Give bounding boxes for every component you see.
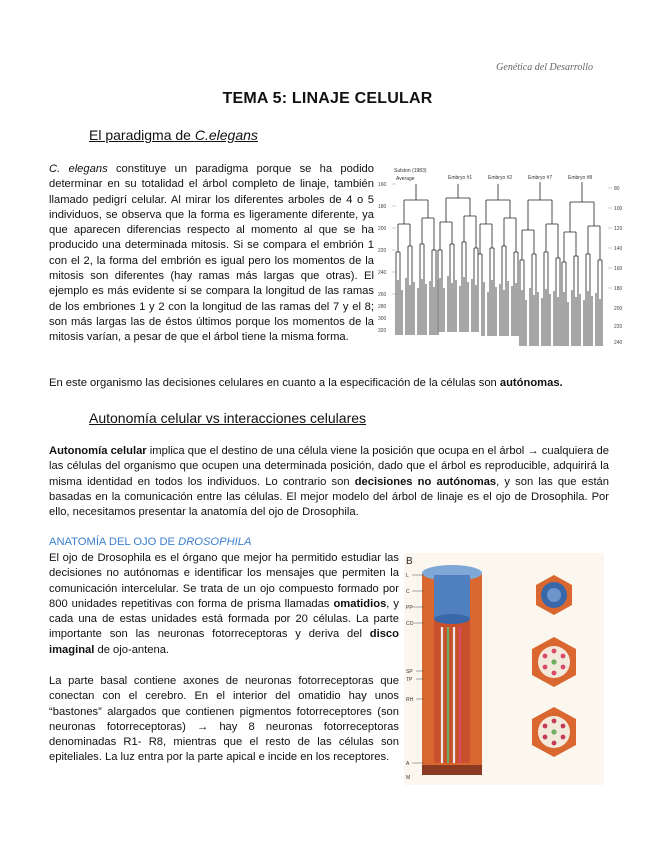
eye-label: CC: [406, 621, 414, 627]
statement-text: En este organismo las decisiones celulares en cuanto a la especificación de la células son: [49, 377, 500, 389]
tree-label-embryo7: Embryo #7: [528, 175, 553, 181]
statement-bold: autónomas.: [499, 377, 563, 389]
drosophila-paragraph-2: La parte basal contiene axones de neuronas fotorreceptoras que conectan con el cerebro. En el interior del omatidio hay unos “bastones” alargados que contienen pigmentos fotorreceptores (son neuronas fotorreceptoras) → hay 8 neuronas fotorreceptoras denominadas R1- R8, mientras que el resto de las células son epiteliales. La luz entra por la parte apical e incide en los receptores.: [49, 675, 399, 764]
page-title: TEMA 5: LINAJE CELULAR: [222, 90, 433, 107]
section-heading-autonomy: Autonomía celular vs interacciones celulares: [89, 410, 367, 426]
right-tick: 180: [614, 286, 623, 292]
autonomy-statement: [49, 376, 609, 391]
bold-term: Autonomía celular: [49, 445, 147, 457]
ommatidium-inner: [434, 613, 470, 763]
heading-species: DROSOPHILA: [178, 536, 252, 548]
left-tick: 160: [378, 182, 387, 188]
eye-label: TP: [406, 677, 413, 683]
tree-label-embryo1: Embryo #1: [448, 175, 473, 181]
celegans-paragraph: [49, 162, 374, 346]
right-tick: 120: [614, 226, 623, 232]
eye-label: M: [406, 775, 411, 781]
left-tick: 220: [378, 248, 387, 254]
left-tick: 200: [378, 226, 387, 232]
cone: [434, 575, 470, 619]
eye-label: RH: [406, 697, 414, 703]
tree-label-average: Average: [396, 176, 415, 182]
ommatidium-base: [422, 765, 482, 775]
para-text: , y cada una de estas unidades está formada por 20 células. La parte importante son las neuronas fotorreceptoras y deriva del: [49, 597, 399, 641]
panel-label: B: [406, 556, 413, 567]
para-text: de ojo-antena.: [94, 643, 170, 656]
para-text: El ojo de Drosophila es el órgano que mejor ha permitido estudiar las decisiones no autónomas e identificar los mensajes que permiten la comunicación intercelular. Se trata de un ojo compuesto formado por 800 unidades repetitivas con forma de prisma llamadas: [49, 552, 399, 610]
species-name: C. elegans: [49, 163, 108, 175]
section-heading-drosophila: [49, 536, 251, 548]
autonomy-text-2: , y son las que están basadas en la comunicación entre las células. El mejor modelo del árbol de linaje es el ojo de Drosophila. Por ello, necesitamos presentar la anatomía del ojo de Drosophila.: [49, 475, 609, 519]
section-heading-celegans: [89, 127, 258, 143]
right-tick: 200: [614, 306, 623, 312]
eye-label: A: [406, 761, 410, 767]
right-tick: 80: [614, 186, 620, 192]
left-tick: 240: [378, 270, 387, 276]
bold-term: disco imaginal: [49, 628, 399, 656]
eye-label: PP: [406, 605, 413, 611]
heading-text: El paradigma de: [89, 127, 195, 143]
lineage-tree-figure: [378, 160, 628, 365]
eye-label: SP: [406, 669, 413, 675]
right-tick: 100: [614, 206, 623, 212]
ommatidium-figure: [404, 553, 604, 785]
left-tick: 180: [378, 204, 387, 210]
right-tick: 240: [614, 340, 623, 346]
eye-label: C: [406, 589, 410, 595]
autonomy-text: implica que el destino de una célula viene la posición que ocupa en el árbol → cualquiera de las células del organismo que ocupen una determinada posición, dado que el árbol es reproducible, adquirirá la misma identidad en todos los individuos. Lo contrario son: [49, 445, 609, 488]
tree-label-embryo8: Embryo #8: [568, 175, 593, 181]
left-tick: 260: [378, 292, 387, 298]
left-tick: 280: [378, 304, 387, 310]
right-tick: 160: [614, 266, 623, 272]
tree-label-sulston: Sulston (1983): [394, 168, 427, 174]
left-tick: 300: [378, 316, 387, 322]
heading-text: ANATOMÍA DEL OJO DE: [49, 536, 179, 548]
eye-label: L: [406, 573, 409, 579]
course-header: Genética del Desarrollo: [496, 62, 593, 73]
right-tick: 220: [614, 324, 623, 330]
heading-species: C.elegans: [194, 127, 258, 143]
drosophila-paragraph-1: [49, 551, 399, 658]
left-tick: 320: [378, 328, 387, 334]
bold-term: omatidios: [333, 597, 387, 610]
autonomy-paragraph: [49, 444, 609, 520]
tree-label-embryo2: Embryo #2: [488, 175, 513, 181]
bold-term: decisiones no autónomas: [354, 475, 497, 488]
right-tick: 140: [614, 246, 623, 252]
celegans-text: constituye un paradigma porque se ha podido determinar en su totalidad el árbol completo de linaje, también llamado pedigrí celular. Al mirar los diferentes arboles de 4 o 5 individuos, se observa que la forma es ligeramente diferente, ya que aparecen diferencias respecto al momento al que se ha producido una determinada mitosis. Si se compara el embrión 1 con el 2, la forma del embrión es igual pero los momentos de la mitosis son diferentes (hay ramas más largas que otras). El ejemplo es más evidente si se compara la longitud de las ramas de los embriones 1 y 2 con la longitud de las ramas del 7 y el 8; son más largas las de éstos últimos porque los momentos de la mitosis varían, a pesar de que el árbol tiene la misma forma.: [49, 163, 374, 344]
